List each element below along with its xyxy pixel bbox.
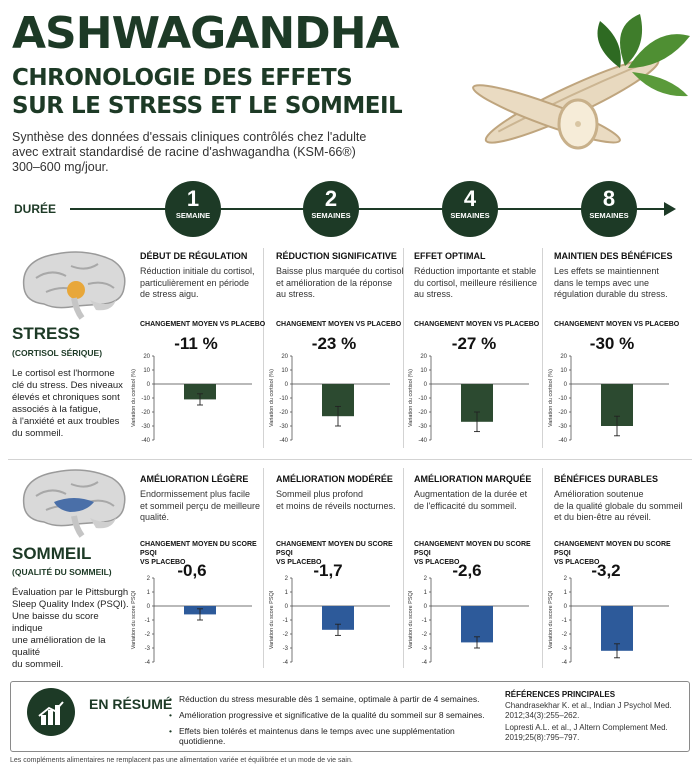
- intro-text: Synthèse des données d'essais cliniques contrôlés chez l'adulte avec extrait standardisé de racine d'ashwagandha (KSM-66®) 300–600 mg/jour.: [12, 130, 367, 174]
- sleep-value: -2,6: [452, 561, 482, 580]
- stress-cell-heading: MAINTIEN DES BÉNÉFICES: [554, 251, 673, 261]
- y-tick-label: 0: [563, 382, 567, 388]
- y-axis-label: Variation du cortisol (%): [131, 369, 137, 427]
- y-tick-label: -20: [141, 410, 150, 416]
- brain-sleep-icon: [16, 466, 130, 538]
- stress-description: Le cortisol est l'hormone clé du stress. Des niveaux élevés et chroniques sont associés à la fatigue, à l'anxiété et aux troubles du sommeil.: [12, 368, 123, 439]
- stress-cell-heading: DÉBUT DE RÉGULATION: [140, 251, 248, 261]
- stress-metric-label: CHANGEMENT MOYEN VS PLACEBO: [140, 321, 266, 328]
- y-tick-label: -40: [279, 438, 288, 444]
- sleep-cell-text: Sommeil plus profond et moins de réveils nocturnes.: [276, 489, 396, 511]
- stress-subtitle: (CORTISOL SÉRIQUE): [12, 348, 103, 358]
- summary-item: • Réduction du stress mesurable dès 1 semaine, optimale à partir de 4 semaines.: [169, 694, 499, 704]
- y-tick-label: -1: [144, 618, 150, 624]
- y-tick-label: 10: [143, 368, 150, 374]
- sleep-cell-text: Augmentation de la durée et de l'efficacité du sommeil.: [414, 489, 528, 511]
- y-tick-label: 0: [146, 604, 150, 610]
- y-tick-label: 1: [563, 590, 567, 596]
- stress-value: -11 %: [174, 334, 218, 353]
- sleep-title: SOMMEIL: [12, 544, 92, 563]
- y-tick-label: 0: [563, 604, 567, 610]
- y-tick-label: 0: [146, 382, 150, 388]
- sleep-chart-week-1: [128, 574, 256, 668]
- y-tick-label: -4: [421, 660, 427, 666]
- timeline-point-2: [303, 181, 359, 237]
- y-tick-label: -10: [279, 396, 288, 402]
- y-tick-label: -2: [421, 632, 427, 638]
- stress-chart-week-8: [545, 352, 673, 446]
- y-tick-label: 20: [281, 354, 288, 360]
- timeline-axis: [70, 208, 668, 210]
- page-subtitle: CHRONOLOGIE DES EFFETS SUR LE STRESS ET LE SOMMEIL: [12, 65, 403, 119]
- sleep-value: -1,7: [313, 561, 343, 580]
- y-tick-label: -30: [418, 424, 427, 430]
- y-tick-label: -3: [144, 646, 150, 652]
- references-title: RÉFÉRENCES PRINCIPALES: [505, 690, 616, 699]
- y-tick-label: -4: [144, 660, 150, 666]
- y-axis-label: Variation du score PSQI: [131, 590, 137, 650]
- sleep-cell-heading: AMÉLIORATION MODÉRÉE: [276, 474, 393, 484]
- week-number: 8: [602, 186, 616, 211]
- y-tick-label: -30: [141, 424, 150, 430]
- stress-metric-label: CHANGEMENT MOYEN VS PLACEBO: [414, 321, 540, 328]
- stress-title: STRESS: [12, 324, 81, 343]
- y-tick-label: 0: [284, 604, 288, 610]
- section-divider: [8, 459, 692, 460]
- stress-metric-label: CHANGEMENT MOYEN VS PLACEBO: [554, 321, 680, 328]
- y-axis-label: Variation du cortisol (%): [408, 369, 414, 427]
- sleep-cell-heading: AMÉLIORATION MARQUÉE: [414, 474, 532, 484]
- page-title: ASHWAGANDHA: [12, 8, 399, 59]
- y-tick-label: -10: [418, 396, 427, 402]
- y-tick-label: -3: [561, 646, 567, 652]
- y-tick-label: 0: [284, 382, 288, 388]
- y-tick-label: 1: [146, 590, 150, 596]
- y-tick-label: -2: [282, 632, 288, 638]
- timeline-point-1: [165, 181, 221, 237]
- reference-item: Lopresti A.L. et al., J Altern Complement Med. 2019;25(8):795–797.: [505, 723, 668, 742]
- week-unit: SEMAINES: [311, 211, 351, 220]
- stress-value: -23 %: [311, 334, 357, 353]
- week-unit: SEMAINES: [450, 211, 490, 220]
- y-tick-label: -20: [418, 410, 427, 416]
- timeline-point-8: [581, 181, 637, 237]
- sleep-chart-week-2: [266, 574, 394, 668]
- y-tick-label: -3: [421, 646, 427, 652]
- sleep-value: -0,6: [177, 561, 207, 580]
- y-tick-label: 1: [423, 590, 427, 596]
- sleep-subtitle: (QUALITÉ DU SOMMEIL): [12, 567, 112, 577]
- y-tick-label: -10: [141, 396, 150, 402]
- sleep-cell-heading: BÉNÉFICES DURABLES: [554, 474, 659, 484]
- stress-cell-heading: RÉDUCTION SIGNIFICATIVE: [276, 251, 397, 261]
- y-tick-label: -30: [558, 424, 567, 430]
- y-tick-label: 1: [284, 590, 288, 596]
- summary-item: • Effets bien tolérés et maintenus dans le temps avec une supplémentation quotidienne.: [169, 726, 499, 746]
- week-unit: SEMAINE: [175, 211, 211, 220]
- y-axis-label: Variation du score PSQI: [408, 590, 414, 650]
- sleep-cell-text: Endormissement plus facile et sommeil perçu de meilleure qualité.: [140, 489, 261, 522]
- y-tick-label: -1: [282, 618, 288, 624]
- footer-disclaimer: Les compléments alimentaires ne remplacent pas une alimentation variée et équilibrée et un mode de vie sain.: [10, 757, 353, 764]
- sleep-chart-week-8: [545, 574, 673, 668]
- week-number: 2: [324, 186, 338, 211]
- summary-item: • Amélioration progressive et significative de la qualité du sommeil sur 8 semaines.: [169, 710, 499, 720]
- sleep-cell-text: Amélioration soutenue de la qualité globale du sommeil et du bien-être au réveil.: [554, 489, 683, 522]
- sleep-chart-week-4: [405, 574, 533, 668]
- y-axis-label: Variation du cortisol (%): [269, 369, 275, 427]
- y-tick-label: -40: [558, 438, 567, 444]
- sleep-metric-label: CHANGEMENT MOYEN DU SCORE PSQI VS PLACEBO: [276, 541, 393, 566]
- timeline-point-4: [442, 181, 498, 237]
- y-tick-label: 10: [560, 368, 567, 374]
- stress-metric-label: CHANGEMENT MOYEN VS PLACEBO: [276, 321, 402, 328]
- y-tick-label: 20: [560, 354, 567, 360]
- week-number: 1: [186, 186, 200, 211]
- references: [505, 690, 685, 745]
- stress-cell-text: Réduction importante et stable du cortisol, meilleure résilience au stress.: [414, 266, 538, 299]
- sleep-metric-label: CHANGEMENT MOYEN DU SCORE PSQI VS PLACEBO: [140, 541, 257, 566]
- arrow-right-icon: [664, 202, 676, 216]
- sleep-description: Évaluation par le Pittsburgh Sleep Quality Index (PSQI). Une baisse du score indique une amélioration de la qualité du sommeil.: [12, 587, 129, 670]
- y-tick-label: 2: [423, 576, 427, 582]
- bar-chart-icon: [27, 688, 75, 736]
- y-tick-label: -1: [421, 618, 427, 624]
- sleep-cell-heading: AMÉLIORATION LÉGÈRE: [140, 474, 249, 484]
- summary-title: EN RÉSUMÉ: [89, 696, 173, 712]
- week-unit: SEMAINES: [589, 211, 629, 220]
- y-tick-label: -1: [561, 618, 567, 624]
- y-axis-label: Variation du score PSQI: [269, 590, 275, 650]
- y-tick-label: -2: [561, 632, 567, 638]
- summary-box: [10, 681, 690, 752]
- sleep-value: -3,2: [591, 561, 621, 580]
- y-tick-label: -10: [558, 396, 567, 402]
- stress-cell-text: Réduction initiale du cortisol, particulièrement en période de stress aigu.: [140, 266, 255, 299]
- stress-cell-heading: EFFET OPTIMAL: [414, 251, 486, 261]
- summary-list: [169, 694, 499, 752]
- y-tick-label: 10: [420, 368, 427, 374]
- y-axis-label: Variation du score PSQI: [548, 590, 554, 650]
- y-tick-label: 20: [420, 354, 427, 360]
- y-tick-label: 0: [423, 604, 427, 610]
- stress-chart-week-4: [405, 352, 533, 446]
- y-axis-label: Variation du cortisol (%): [548, 369, 554, 427]
- y-tick-label: -4: [282, 660, 288, 666]
- y-tick-label: 2: [146, 576, 150, 582]
- y-tick-label: -40: [418, 438, 427, 444]
- stress-cell-text: Les effets se maintiennent dans le temps avec une régulation durable du stress.: [554, 266, 668, 299]
- stress-value: -30 %: [589, 334, 635, 353]
- stress-chart-week-1: [128, 352, 256, 446]
- y-tick-label: -40: [141, 438, 150, 444]
- y-tick-label: 10: [281, 368, 288, 374]
- stress-cell-text: Baisse plus marquée du cortisol et amélioration de la réponse au stress.: [276, 266, 404, 299]
- brain-stress-icon: [16, 248, 130, 320]
- y-tick-label: -20: [558, 410, 567, 416]
- sleep-metric-label: CHANGEMENT MOYEN DU SCORE PSQI VS PLACEBO: [554, 541, 671, 566]
- timeline-label: DURÉE: [14, 202, 57, 216]
- y-tick-label: 2: [563, 576, 567, 582]
- y-tick-label: -30: [279, 424, 288, 430]
- y-tick-label: -2: [144, 632, 150, 638]
- stress-chart-week-2: [266, 352, 394, 446]
- sleep-metric-label: CHANGEMENT MOYEN DU SCORE PSQI VS PLACEBO: [414, 541, 531, 566]
- reference-item: Chandrasekhar K. et al., Indian J Psychol Med. 2012;34(3):255–262.: [505, 701, 672, 720]
- week-number: 4: [463, 186, 477, 211]
- y-tick-label: -20: [279, 410, 288, 416]
- y-tick-label: 20: [143, 354, 150, 360]
- y-tick-label: 2: [284, 576, 288, 582]
- y-tick-label: 0: [423, 382, 427, 388]
- y-tick-label: -3: [282, 646, 288, 652]
- y-tick-label: -4: [561, 660, 567, 666]
- ashwagandha-root-illustration: [450, 6, 698, 156]
- stress-value: -27 %: [451, 334, 497, 353]
